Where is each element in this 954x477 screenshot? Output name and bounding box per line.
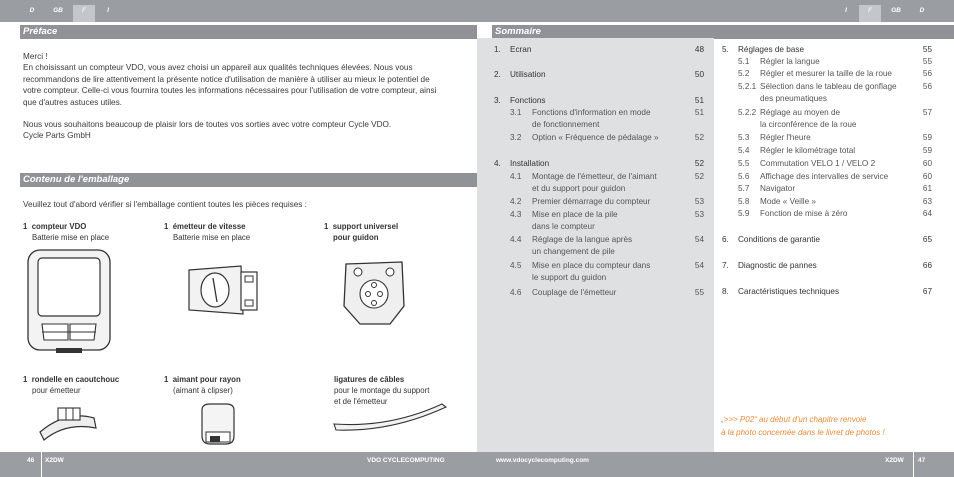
toc-entry-title: Fonction de mise à zéro	[760, 209, 848, 218]
toc-entry-title: Conditions de garantie	[738, 235, 820, 244]
toc-entry-title: Réglage de la langue après un changement de pile	[532, 235, 633, 256]
toc-entry-title: Montage de l'émetteur, de l'aimant et du support pour guidon	[532, 172, 657, 193]
toc-entry-title: Navigator	[760, 184, 796, 193]
item-aimant: 1 aimant pour rayon (aimant à clipser)	[164, 375, 241, 395]
toc-entry-number: 7.	[722, 261, 729, 270]
toc-entry-page: 52	[694, 172, 704, 181]
toc-entry-title: Mise en place de la pile dans le compteur	[532, 210, 618, 231]
speed-sensor-illustration	[185, 258, 269, 320]
preface-signature: Cycle Parts GmbH	[23, 131, 91, 140]
toc-entry-number: 5.2	[738, 69, 750, 78]
toc-entry-number: 4.2	[510, 197, 522, 206]
toc-entry-title: Régler la langue	[760, 57, 820, 66]
item-ligatures: ligatures de câbles pour le montage du support et de l'émetteur	[334, 375, 430, 406]
cable-tie-illustration	[330, 402, 450, 434]
toc-entry-number: 5.7	[738, 184, 750, 193]
summary-heading: Sommaire	[492, 25, 954, 39]
computer-unit-illustration	[26, 248, 112, 354]
toc-entry-number: 5.9	[738, 209, 750, 218]
toc-entry-title: Commutation VELO 1 / VELO 2	[760, 159, 876, 168]
toc-entry-page: 66	[922, 261, 932, 270]
toc-entry-title: Installation	[510, 159, 550, 168]
toc-entry-number: 5.	[722, 45, 729, 54]
toc-entry-page: 54	[694, 261, 704, 270]
top-language-bar	[0, 0, 954, 22]
lang-tab-gb-right[interactable]: GB	[891, 7, 901, 14]
toc-entry-number: 3.2	[510, 133, 522, 142]
lang-tab-i-right[interactable]: I	[845, 7, 847, 14]
lang-tab-f-right[interactable]: F	[859, 5, 881, 22]
toc-entry-title: Sélection dans le tableau de gonflage des pneumatiques	[760, 82, 897, 103]
toc-entry-number: 3.1	[510, 108, 522, 117]
toc-entry-page: 53	[694, 197, 704, 206]
toc-entry-number: 4.	[494, 159, 501, 168]
toc-entry-number: 5.2.1	[738, 82, 757, 91]
model-right: X2DW	[885, 457, 904, 464]
spoke-magnet-illustration	[196, 402, 240, 446]
footer-bar	[0, 452, 954, 477]
footer-divider-right	[913, 452, 914, 477]
toc-entry-number: 5.6	[738, 172, 750, 181]
toc-entry-page: 60	[922, 159, 932, 168]
toc-entry-page: 55	[922, 57, 932, 66]
packaging-intro: Veuillez tout d'abord vérifier si l'emballage contient toutes les pièces requises :	[23, 200, 307, 209]
preface-paragraph-1: En choisissant un compteur VDO, vous avez choisi un appareil aux qualités techniques élevées. Nous vous recommandons de lire attentivement la présente notice d'utilisation de manière à utiliser au mieux le potentiel de votre compteur. Celle-ci vous fournira toutes les informations nécessaires pour l'utilisation de votre compteur, ainsi que d'autres astuces utiles.	[23, 63, 437, 107]
toc-entry-title: Couplage de l'émetteur	[532, 288, 617, 297]
toc-entry-page: 54	[694, 235, 704, 244]
toc-entry-number: 5.8	[738, 197, 750, 206]
toc-entry-page: 56	[922, 82, 932, 91]
toc-entry-page: 64	[922, 209, 932, 218]
toc-entry-title: Fonctions	[510, 96, 546, 105]
toc-entry-title: Mode « Veille »	[760, 197, 816, 206]
toc-entry-page: 63	[922, 197, 932, 206]
toc-entry-number: 6.	[722, 235, 729, 244]
brand-name: VDO CYCLECOMPUTING	[367, 457, 445, 464]
handlebar-mount-illustration	[338, 254, 410, 330]
packaging-heading: Contenu de l'emballage	[20, 173, 477, 187]
item-rondelle: 1 rondelle en caoutchouc pour émetteur	[23, 375, 120, 395]
toc-entry-number: 4.3	[510, 210, 522, 219]
toc-entry-page: 59	[922, 133, 932, 142]
toc-entry-title: Affichage des intervalles de service	[760, 172, 889, 181]
toc-entry-number: 8.	[722, 287, 729, 296]
toc-entry-number: 4.1	[510, 172, 522, 181]
photo-reference-note: „>>> P02“ au début d'un chapitre renvoie à la photo concernée dans le livret de photos !	[721, 415, 885, 437]
toc-entry-page: 52	[694, 159, 704, 168]
toc-entry-number: 1.	[494, 45, 501, 54]
lang-tab-d-left[interactable]: D	[29, 7, 35, 14]
toc-entry-title: Régler et mesurer la taille de la roue	[760, 69, 892, 78]
toc-entry-title: Diagnostic de pannes	[738, 261, 817, 270]
website-link: www.vdocyclecomputing.com	[496, 457, 589, 464]
toc-entry-title: Réglages de base	[738, 45, 805, 54]
toc-entry-title: Caractéristiques techniques	[738, 287, 840, 296]
preface-greeting: Merci !	[23, 52, 48, 61]
toc-entry-number: 5.2.2	[738, 108, 757, 117]
preface-heading: Préface	[20, 25, 477, 39]
toc-entry-number: 5.4	[738, 146, 750, 155]
toc-entry-title: Régler le kilométrage total	[760, 146, 856, 155]
toc-entry-number: 2.	[494, 70, 501, 79]
toc-entry-number: 5.1	[738, 57, 750, 66]
page-number-right: 47	[918, 457, 926, 464]
toc-entry-page: 65	[922, 235, 932, 244]
toc-entry-title: Réglage au moyen de la circonférence de la roue	[760, 108, 857, 129]
toc-entry-title: Fonctions d'information en mode de fonctionnement	[532, 108, 651, 129]
toc-entry-page: 48	[694, 45, 704, 54]
toc-entry-number: 5.3	[738, 133, 750, 142]
toc-entry-page: 67	[922, 287, 932, 296]
toc-entry-title: Utilisation	[510, 70, 546, 79]
model-left: X2DW	[45, 457, 64, 464]
toc-entry-page: 55	[694, 288, 704, 297]
toc-entry-number: 3.	[494, 96, 501, 105]
item-emetteur: 1 émetteur de vitesse Batterie mise en place	[164, 222, 251, 242]
lang-tab-f-left[interactable]: F	[73, 5, 95, 22]
toc-entry-page: 60	[922, 172, 932, 181]
toc-entry-title: Régler l'heure	[760, 133, 811, 142]
toc-entry-title: Ecran	[510, 45, 532, 54]
toc-entry-page: 52	[694, 133, 704, 142]
preface-paragraph-2: Nous vous souhaitons beaucoup de plaisir lors de toutes vos sorties avec votre compteur Cycle VDO.	[23, 120, 392, 129]
lang-tab-gb-left[interactable]: GB	[53, 7, 63, 14]
toc-entry-page: 50	[694, 70, 704, 79]
toc-entry-page: 55	[922, 45, 932, 54]
page-number-left: 46	[27, 457, 35, 464]
lang-tab-d-right[interactable]: D	[919, 7, 925, 14]
toc-entry-number: 4.5	[510, 261, 522, 270]
footer-divider-left	[41, 452, 42, 477]
toc-entry-page: 51	[694, 108, 704, 117]
toc-entry-title: Premier démarrage du compteur	[532, 197, 651, 206]
toc-entry-title: Option « Fréquence de pédalage »	[532, 133, 659, 142]
item-support: 1 support universel pour guidon	[324, 222, 399, 242]
toc-entry-title: Mise en place du compteur dans le support du guidon	[532, 261, 651, 282]
toc-entry-page: 59	[922, 146, 932, 155]
toc-entry-number: 4.4	[510, 235, 522, 244]
item-compteur: 1 compteur VDO Batterie mise en place	[23, 222, 110, 242]
toc-entry-page: 57	[922, 108, 932, 117]
toc-entry-number: 5.5	[738, 159, 750, 168]
toc-entry-number: 4.6	[510, 288, 522, 297]
lang-tab-i-left[interactable]: I	[107, 7, 109, 14]
rubber-pad-illustration	[36, 404, 100, 444]
toc-entry-page: 61	[922, 184, 932, 193]
toc-entry-page: 56	[922, 69, 932, 78]
toc-entry-page: 51	[694, 96, 704, 105]
toc-entry-page: 53	[694, 210, 704, 219]
